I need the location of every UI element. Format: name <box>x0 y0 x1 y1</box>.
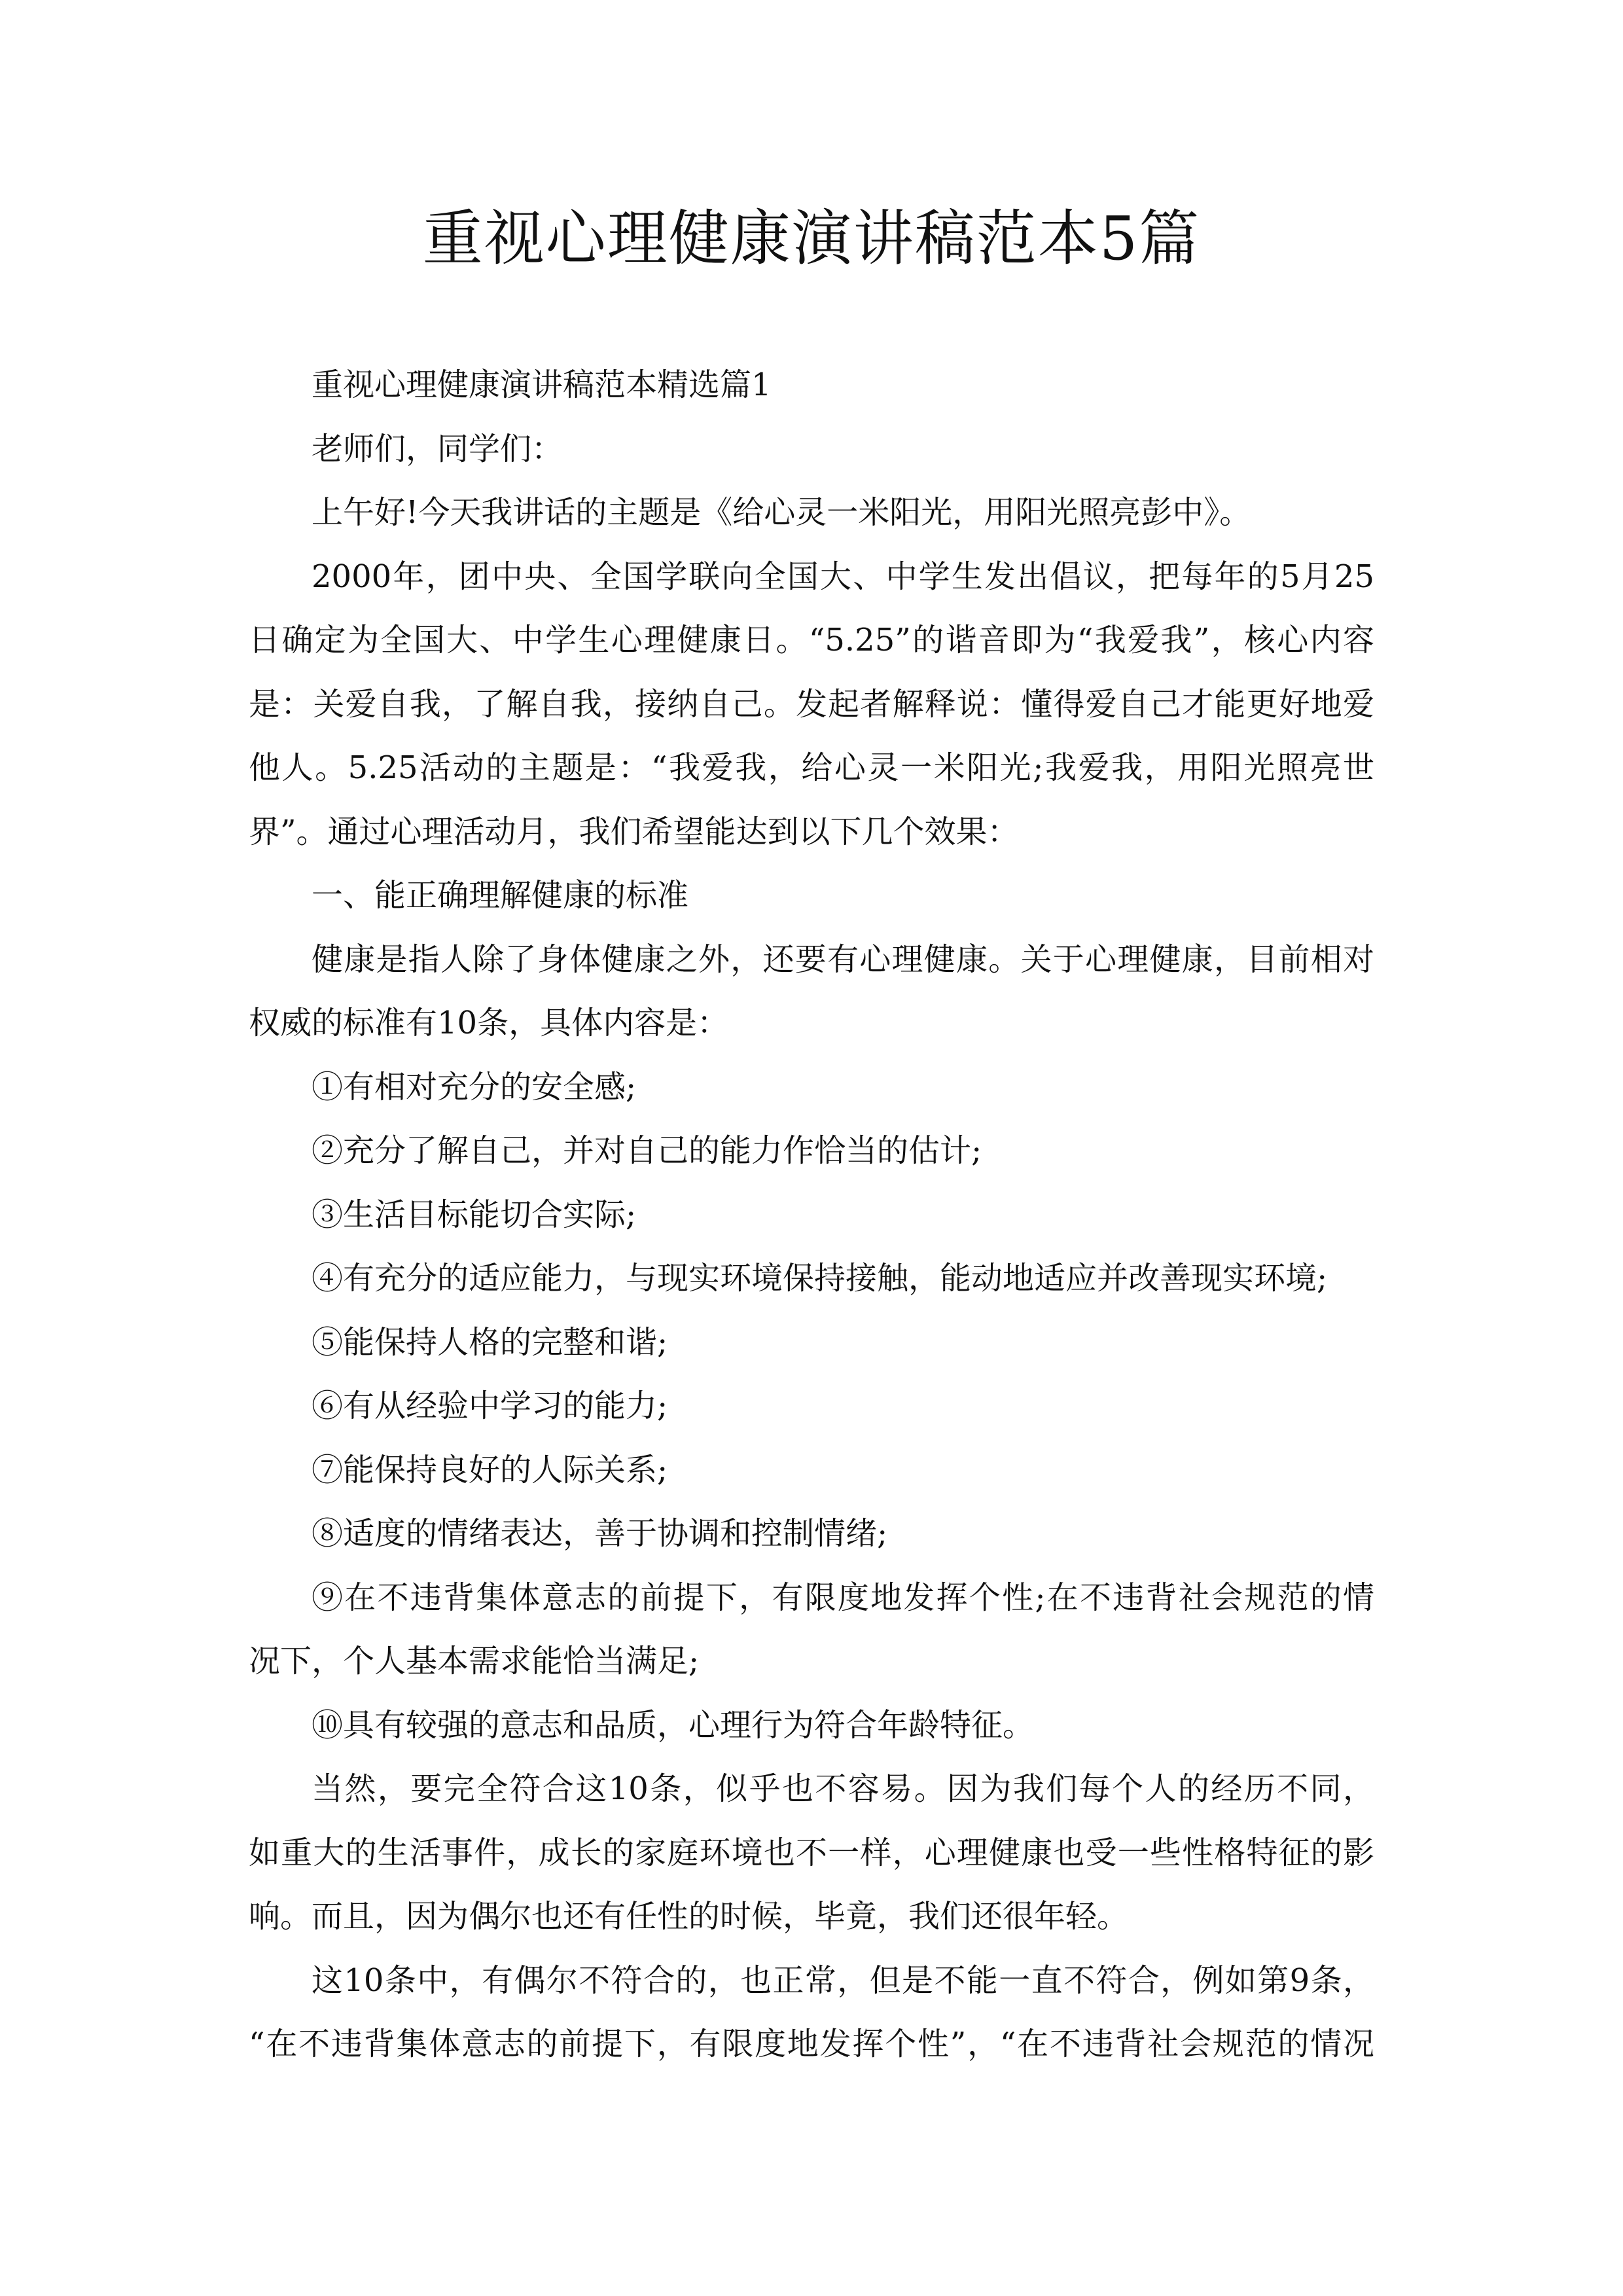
paragraph-line: 老师们，同学们： <box>312 430 563 467</box>
paragraph-line: ⑩具有较强的意志和品质，心理行为符合年龄特征。 <box>312 1706 1035 1744</box>
paragraph-line: 健康是指人除了身体健康之外，还要有心理健康。关于心理健康，目前相对 <box>312 941 1374 978</box>
paragraph-line: 日确定为全国大、中学生心理健康日。“5.25”的谐音即为“我爱我”，核心内容 <box>249 622 1374 658</box>
paragraph-line: ②充分了解自己，并对自己的能力作恰当的估计; <box>312 1132 982 1169</box>
paragraph-line: ⑧适度的情绪表达，善于协调和控制情绪; <box>312 1515 888 1552</box>
paragraph-line: 这10条中，有偶尔不符合的，也正常，但是不能一直不符合，例如第9条， <box>312 1962 1374 1999</box>
paragraph-line: 上午好!今天我讲话的主题是《给心灵一米阳光，用阳光照亮彭中》。 <box>312 494 1251 531</box>
paragraph-line: “在不违背集体意志的前提下，有限度地发挥个性”，“在不违背社会规范的情况 <box>249 2026 1374 2062</box>
paragraph-line: 是：关爱自我，了解自我，接纳自己。发起者解释说：懂得爱自己才能更好地爱 <box>249 685 1374 723</box>
document-title: 重视心理健康演讲稿范本5篇 <box>422 204 1201 274</box>
paragraph-line: 2000年，团中央、全国学联向全国大、中学生发出倡议，把每年的5月25 <box>312 558 1374 595</box>
paragraph-line: 界”。通过心理活动月，我们希望能达到以下几个效果： <box>249 813 1019 850</box>
paragraph-line: 权威的标准有10条，具体内容是： <box>249 1005 729 1041</box>
paragraph-line: ④有充分的适应能力，与现实环境保持接触，能动地适应并改善现实环境; <box>312 1260 1328 1297</box>
paragraph-line: ⑤能保持人格的完整和谐; <box>312 1323 668 1361</box>
paragraph-line: 响。而且，因为偶尔也还有任性的时候，毕竟，我们还很年轻。 <box>249 1898 1129 1935</box>
paragraph-line: 况下，个人基本需求能恰当满足; <box>249 1643 700 1679</box>
paragraph-line: 当然，要完全符合这10条，似乎也不容易。因为我们每个人的经历不同， <box>312 1770 1374 1807</box>
paragraph-line: ⑥有从经验中学习的能力; <box>312 1388 668 1424</box>
paragraph-line: ⑦能保持良好的人际关系; <box>312 1451 668 1488</box>
paragraph-line: 一、能正确理解健康的标准 <box>312 877 689 914</box>
paragraph-line: 如重大的生活事件，成长的家庭环境也不一样，心理健康也受一些性格特征的影 <box>249 1834 1374 1871</box>
paragraph-line: ⑨在不违背集体意志的前提下，有限度地发挥个性;在不违背社会规范的情 <box>312 1579 1374 1616</box>
paragraph-line: ③生活目标能切合实际; <box>312 1196 637 1233</box>
paragraph-line: 重视心理健康演讲稿范本精选篇1 <box>312 367 772 403</box>
paragraph-line: 他人。5.25活动的主题是：“我爱我，给心灵一米阳光;我爱我，用阳光照亮世 <box>249 749 1374 786</box>
document-body <box>249 353 1374 2077</box>
paragraph-line: ①有相对充分的安全感; <box>312 1068 637 1105</box>
